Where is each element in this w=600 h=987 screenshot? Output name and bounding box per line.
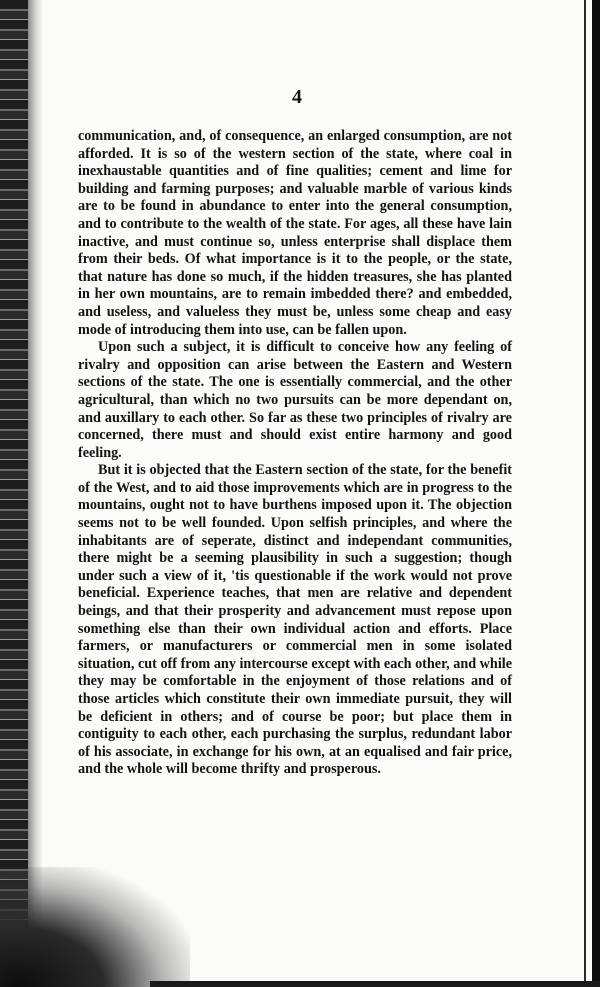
page-number: 4 [292,86,302,108]
scan-border-right [592,0,600,987]
body-text [78,128,512,779]
binding-gutter-shadow [28,0,42,987]
paragraph: Upon such a subject, it is difficult to conceive how any feeling of rivalry and opposition can arise between the Eastern and Western sections of the state. The one is essentially commercial, and the other agricultural, than which no two pursuits can be more dependant on, and auxillary to each other. So far as these two principles of rivalry are concerned, there must and should exist entire harmony and good feeling. [78,339,512,461]
paragraph-continuation: communication, and, of consequence, an enlarged consumption, are not afforded. It is so of the western section of the state, where coal in inexhaustable quantities and of fine qualities; cement and lime for building and farming purposes; and valuable marble of various kinds are to be found in abundance to enter into the general consumption, and to contribute to the wealth of the state. For ages, all these have lain inactive, and must continue so, unless enterprise shall displace them from their beds. Of what importance is it to the people, or the state, that nature has done so much, if the hidden treasures, she has planted in her own mountains, are to remain imbedded there? and embedded, and useless, and valueless they must be, unless some cheap and easy mode of introducing them into use, can be fallen upon. [78,128,512,338]
page-binding-edge [0,0,28,987]
corner-scan-shadow [0,867,190,987]
page-edge-line [584,0,586,987]
scan-border-bottom [150,981,600,987]
paragraph: But it is objected that the Eastern section of the state, for the benefit of the West, and to aid those improvements which are in progress to the mountains, ought not to have burthens imposed upon it. The objection seems not to be well founded. Upon selfish principles, and where the inhabitants are of seperate, distinct and independant communities, there might be a seeming plausibility in such a suggestion; though under such a view of it, 'tis questionable if the work would not prove beneficial. Experience teaches, that men are relative and dependent beings, and that their prosperity and advancement must repose upon something else than their own individual action and efforts. Place farmers, or manufacturers or commercial men in some isolated situation, cut off from any intercourse except with each other, and while they may be comfortable in the enjoyment of those relations and of those articles which constitute their own immediate pursuit, they will be deficient in others; and of course be poor; but place them in contiguity to each other, each purchasing the surplus, redundant labor of his associate, in exchange for his own, at an equalised and fair price, and the whole will become thrifty and prosperous. [78,462,512,778]
